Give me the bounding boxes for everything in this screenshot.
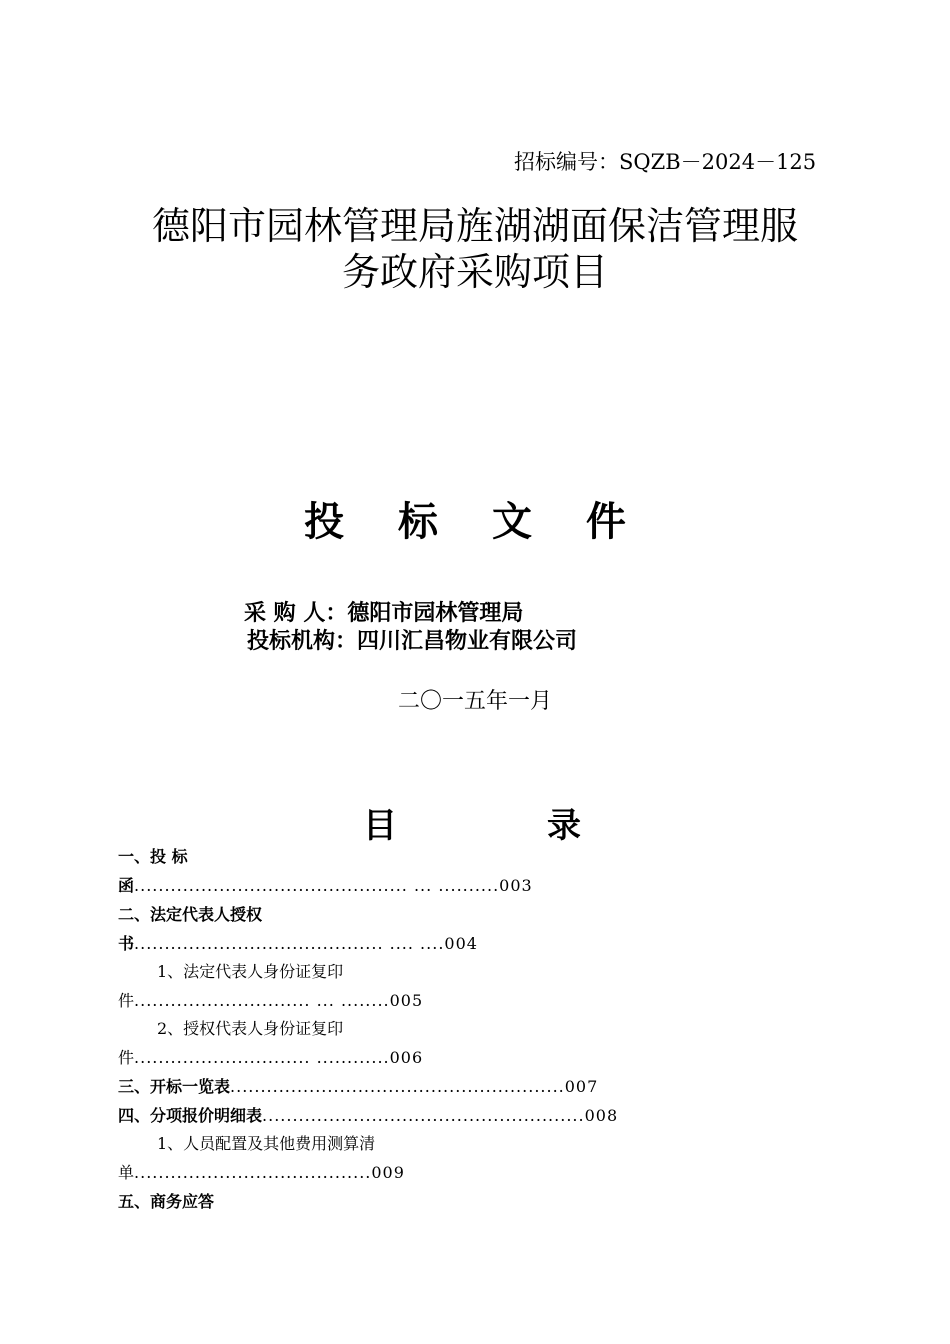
toc-entry[interactable] [118, 990, 423, 1012]
toc-entry[interactable] [118, 1047, 423, 1069]
toc-entry-dots: ............................................. ... .......... [134, 876, 500, 895]
toc-entry-text: 2、授权代表人身份证复印 [157, 1019, 344, 1038]
toc-entry-text: 书 [118, 934, 135, 953]
toc-entry[interactable] [118, 875, 533, 897]
project-title-line-1: 德阳市园林管理局旌湖湖面保洁管理服 [151, 204, 798, 248]
toc-entry[interactable] [118, 904, 262, 926]
purchaser-field: 采 购 人：德阳市园林管理局 [244, 600, 524, 626]
toc-entry-page: 006 [389, 1048, 424, 1067]
toc-entry-text: 件 [118, 991, 135, 1010]
toc-entry[interactable] [118, 1076, 598, 1098]
toc-entry-dots: ..................................................... [262, 1106, 585, 1125]
toc-entry-text: 二、法定代表人授权 [118, 905, 263, 924]
toc-entry[interactable] [118, 846, 188, 868]
toc-entry-dots: ....................................... [134, 1163, 372, 1182]
toc-entry-dots: ....................................................... [230, 1077, 565, 1096]
toc-entry-page: 007 [564, 1077, 599, 1096]
toc-entry-page: 009 [371, 1163, 405, 1182]
toc-entry-page: 008 [584, 1106, 619, 1125]
toc-entry[interactable] [118, 933, 478, 955]
bidder-field: 投标机构：四川汇昌物业有限公司 [247, 628, 578, 654]
project-title [0, 203, 950, 295]
tender-code: 招标编号：SQZB－2024－125 [514, 150, 817, 174]
toc-entry-dots: ............................. ............ [134, 1048, 390, 1067]
toc-entry[interactable] [157, 961, 343, 983]
toc-entry-text: 三、开标一览表 [118, 1077, 231, 1096]
toc-entry[interactable] [118, 1162, 405, 1184]
toc-entry-text: 五、商务应答 [118, 1192, 215, 1211]
toc-entry-text: 1、法定代表人身份证复印 [157, 962, 344, 981]
toc-entry-dots: ............................. ... ........ [134, 991, 390, 1010]
toc-entry-text: 单 [118, 1163, 135, 1182]
project-title-line-2: 务政府采购项目 [341, 250, 608, 294]
toc-entry-text: 四、分项报价明细表 [118, 1106, 263, 1125]
toc-heading-right: 录 [547, 806, 581, 846]
toc-entry-text: 1、人员配置及其他费用测算清 [157, 1134, 376, 1153]
toc-entry[interactable] [118, 1191, 214, 1213]
toc-entry-text: 一、投 标 [118, 847, 188, 866]
toc-entry-page: 004 [444, 934, 478, 953]
toc-entry-dots: ......................................... .... .... [134, 934, 445, 953]
document-title: 投 标 文 件 [304, 499, 646, 545]
toc-entry-text: 件 [118, 1048, 135, 1067]
toc-entry[interactable] [118, 1105, 618, 1127]
toc-entry-page: 005 [389, 991, 424, 1010]
toc-entry-page: 003 [499, 876, 533, 895]
toc-heading [363, 798, 581, 847]
toc-entry[interactable] [157, 1133, 375, 1155]
toc-entry-text: 函 [118, 876, 135, 895]
document-date: 二〇一五年一月 [397, 689, 552, 714]
toc-entry[interactable] [157, 1018, 343, 1040]
toc-heading-left: 目 [363, 806, 397, 846]
